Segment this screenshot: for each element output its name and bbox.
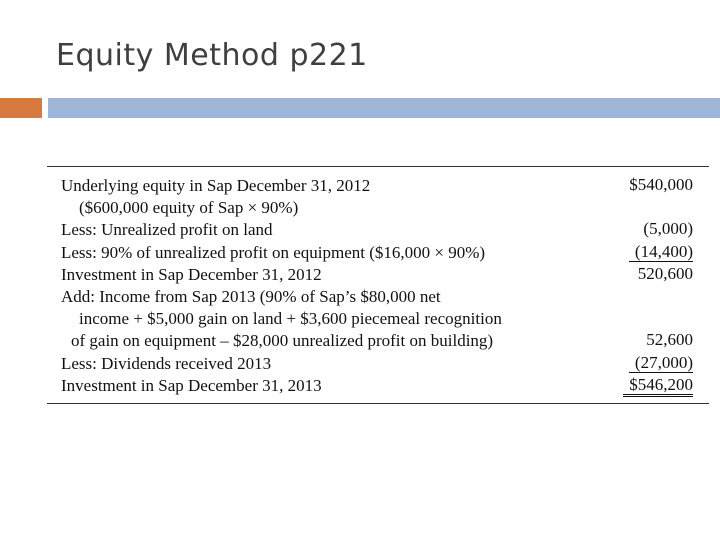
title-rule: [48, 98, 720, 118]
table-row: [47, 242, 709, 264]
row-label: Less: 90% of unrealized profit on equipment ($16,000 × 90%): [61, 242, 486, 262]
equity-schedule-table: [47, 166, 709, 404]
row-amount: $540,000: [629, 175, 693, 194]
table-row: [47, 308, 709, 330]
row-label: Investment in Sap December 31, 2013: [61, 375, 322, 395]
row-label: income + $5,000 gain on land + $3,600 piecemeal recognition: [79, 309, 502, 329]
table-row: [47, 175, 709, 197]
table-row: [47, 219, 709, 241]
table-row: [47, 264, 709, 286]
table-row: [47, 286, 709, 308]
row-label: Investment in Sap December 31, 2012: [61, 264, 322, 284]
row-amount: (27,000): [629, 354, 693, 373]
table-row: [47, 330, 709, 352]
row-amount: (5,000): [643, 219, 693, 239]
row-amount: 52,600: [646, 330, 693, 350]
row-amount: 520,600: [637, 263, 693, 283]
row-label: of gain on equipment – $28,000 unrealized profit on building): [71, 331, 494, 351]
table-row: [47, 375, 709, 397]
accent-bar: [0, 98, 42, 118]
row-label: Underlying equity in Sap December 31, 2012: [61, 176, 371, 195]
row-amount: (14,400): [629, 243, 693, 262]
row-label: Less: Dividends received 2013: [61, 353, 272, 373]
row-amount: $546,200: [623, 376, 693, 397]
slide-title: Equity Method p221: [56, 38, 368, 73]
table-row: [47, 353, 709, 375]
row-label: ($600,000 equity of Sap × 90%): [79, 198, 299, 218]
row-label: Add: Income from Sap 2013 (90% of Sap’s $80,000 net: [61, 286, 441, 306]
row-label: Less: Unrealized profit on land: [61, 220, 273, 240]
table-row: [47, 197, 709, 219]
